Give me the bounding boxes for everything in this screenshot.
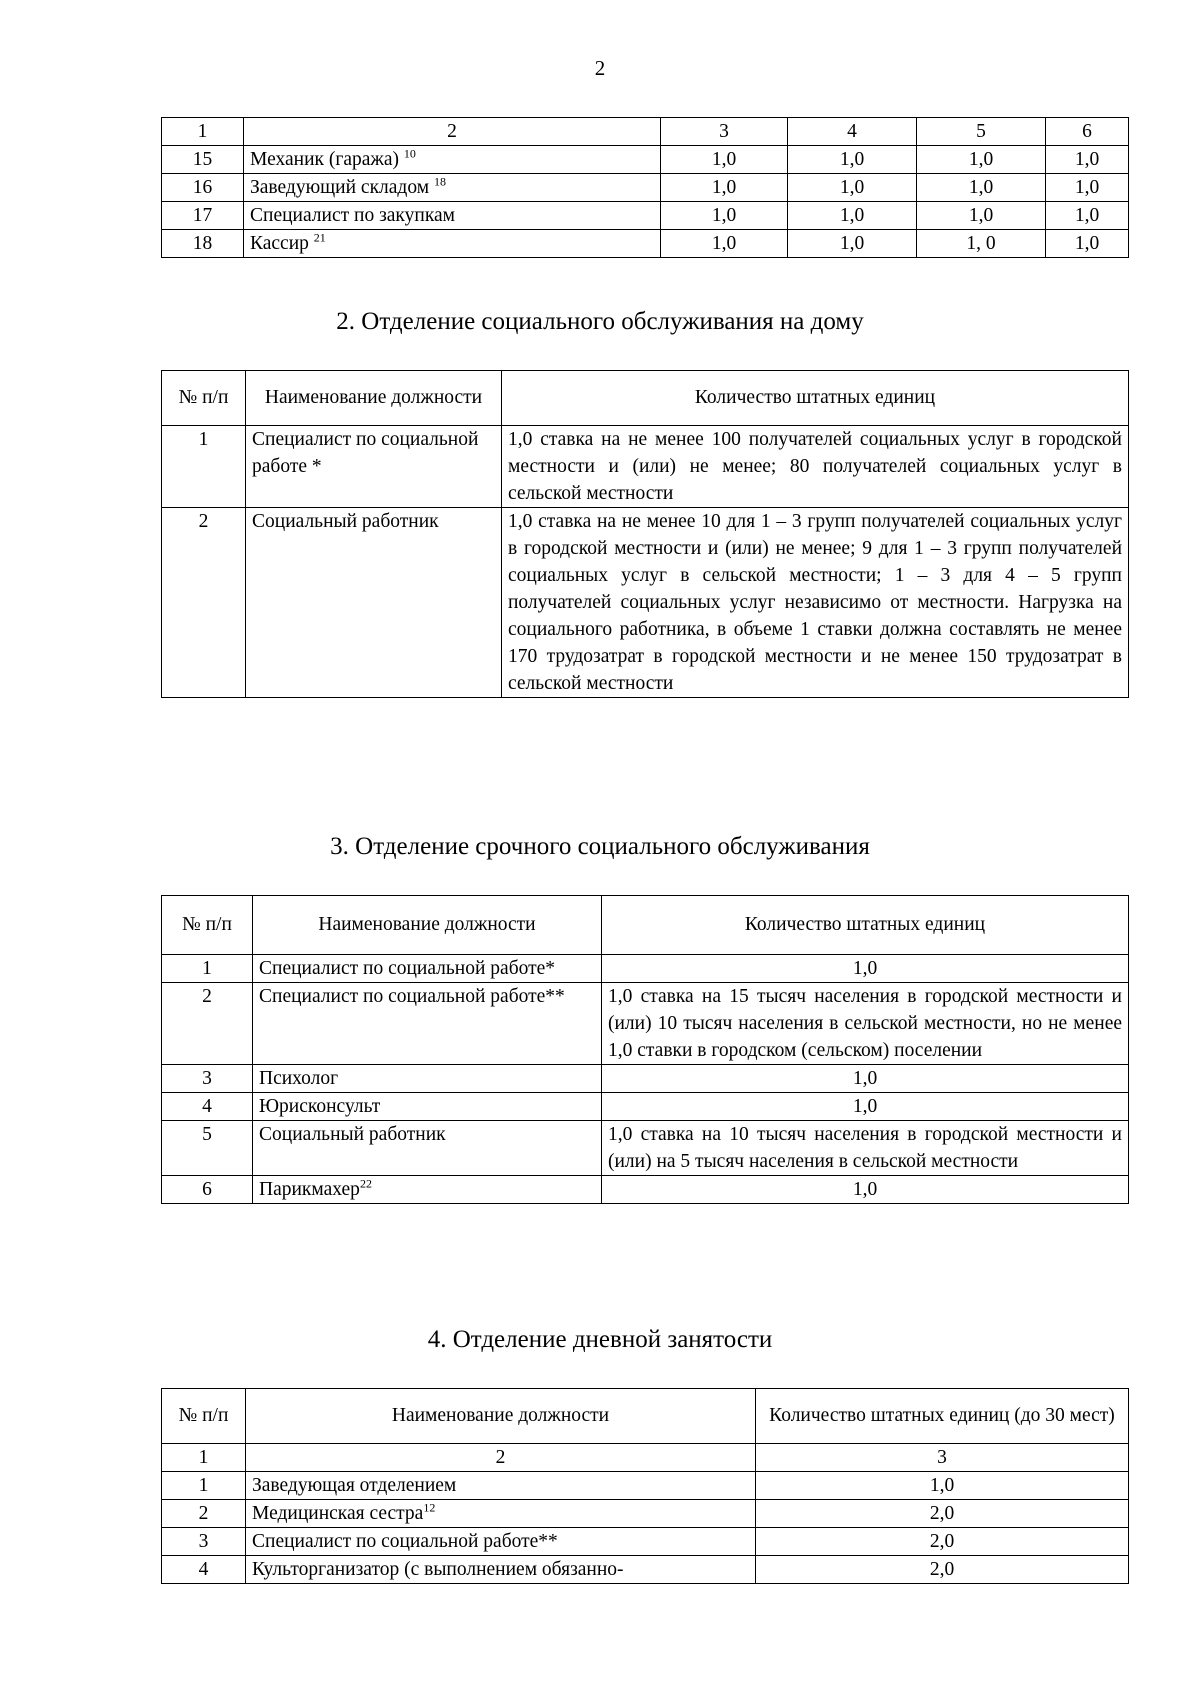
quantity-value: 1,0 [602, 955, 1129, 983]
position-name: Механик (гаража) $^{10}$ [244, 146, 661, 174]
table-row [162, 230, 1129, 258]
cell-value: 1, 0 [917, 230, 1046, 258]
table-row [162, 1065, 1129, 1093]
quantity-text: 1,0 ставка на не менее 10 для 1 – 3 групп получателей социальных услуг в городской местности и (или) не менее; 9 для 1 – 3 групп получателей социальных услуг в сельской местности; 1 – 3 для 4 – 5 групп получателей социальных услуг независимо от местности. Нагрузка на социального работника, в объеме 1 ставки должна составлять не менее 170 трудозатрат в городской местности и не менее 150 трудозатрат в сельской местности [502, 508, 1129, 698]
quantity-value: 1,0 [602, 1065, 1129, 1093]
row-number: 4 [162, 1093, 253, 1121]
table-header-row [162, 371, 1129, 426]
table-header-row [162, 1389, 1129, 1444]
cell-value: 1,0 [661, 230, 788, 258]
footnote-ref: 21 [313, 230, 326, 245]
cell-value: 1,0 [1046, 146, 1129, 174]
footnote-ref: 22 [359, 1176, 372, 1191]
col-number: 5 [917, 118, 1046, 146]
header-quantity: Количество штатных единиц [602, 896, 1129, 955]
column-number-row [162, 118, 1129, 146]
table-row [162, 1500, 1129, 1528]
section-title: 4. Отделение дневной занятости [427, 1326, 773, 1353]
home-service-table [161, 370, 1129, 698]
footnote-ref: 18 [433, 174, 446, 189]
position-name: Специалист по социальной работе** [253, 983, 602, 1065]
header-number: № п/п [162, 371, 246, 426]
row-number: 2 [162, 508, 246, 698]
header-quantity: Количество штатных единиц (до 30 мест) [756, 1389, 1129, 1444]
cell-value: 1,0 [788, 202, 917, 230]
position-name: Специалист по закупкам [244, 202, 661, 230]
quantity-text: 1,0 ставка на не менее 100 получателей социальных услуг в городской местности и (или) не менее; 80 получателей социальных услуг в сельской местности [502, 426, 1129, 508]
row-number: 1 [162, 955, 253, 983]
row-number: 6 [162, 1176, 253, 1204]
quantity-text: 1,0 ставка на 15 тысяч населения в городской местности и (или) 10 тысяч населения в сельской местности, но не менее 1,0 ставки в городском (сельском) поселении [602, 983, 1129, 1065]
table-row [162, 426, 1129, 508]
row-number: 17 [162, 202, 244, 230]
header-quantity: Количество штатных единиц [502, 371, 1129, 426]
col-number: 4 [788, 118, 917, 146]
position-name: Специалист по социальной работе * [246, 426, 502, 508]
row-number: 1 [162, 426, 246, 508]
column-number-row [162, 1444, 1129, 1472]
quantity-value: 2,0 [756, 1556, 1129, 1584]
row-number: 1 [162, 1472, 246, 1500]
cell-value: 1,0 [917, 174, 1046, 202]
cell-value: 1,0 [661, 174, 788, 202]
table-row [162, 1121, 1129, 1176]
quantity-text: 1,0 ставка на 10 тысяч населения в городской местности и (или) на 5 тысяч населения в сельской местности [602, 1121, 1129, 1176]
quantity-value: 2,0 [756, 1528, 1129, 1556]
row-number: 3 [162, 1065, 253, 1093]
table-row [162, 1472, 1129, 1500]
col-number: 3 [661, 118, 788, 146]
row-number: 18 [162, 230, 244, 258]
position-name: Юрисконсульт [253, 1093, 602, 1121]
cell-value: 1,0 [917, 146, 1046, 174]
position-name: Социальный работник [246, 508, 502, 698]
col-number: 3 [756, 1444, 1129, 1472]
position-name: Специалист по социальной работе** [246, 1528, 756, 1556]
cell-value: 1,0 [788, 146, 917, 174]
quantity-value: 1,0 [602, 1176, 1129, 1204]
col-number: 6 [1046, 118, 1129, 146]
row-number: 5 [162, 1121, 253, 1176]
table-row [162, 146, 1129, 174]
table-row [162, 1176, 1129, 1204]
position-name: Парикмахер$^{22}$ [253, 1176, 602, 1204]
section-title: 2. Отделение социального обслуживания на дому [336, 308, 864, 335]
table-header-row [162, 896, 1129, 955]
day-care-table [161, 1388, 1129, 1584]
page-number: 2 [594, 56, 606, 80]
cell-value: 1,0 [788, 174, 917, 202]
position-name: Заведующая отделением [246, 1472, 756, 1500]
cell-value: 1,0 [917, 202, 1046, 230]
position-name: Кассир $^{21}$ [244, 230, 661, 258]
section-title: 3. Отделение срочного социального обслуживания [330, 833, 870, 860]
position-name: Заведующий складом $^{18}$ [244, 174, 661, 202]
header-position: Наименование должности [246, 1389, 756, 1444]
table-row [162, 1528, 1129, 1556]
row-number: 16 [162, 174, 244, 202]
col-number: 1 [162, 1444, 246, 1472]
header-position: Наименование должности [246, 371, 502, 426]
header-number: № п/п [162, 1389, 246, 1444]
quantity-value: 2,0 [756, 1500, 1129, 1528]
row-number: 3 [162, 1528, 246, 1556]
table-row [162, 1093, 1129, 1121]
position-name: Специалист по социальной работе* [253, 955, 602, 983]
staff-table-continued [161, 117, 1129, 258]
row-number: 4 [162, 1556, 246, 1584]
col-number: 2 [246, 1444, 756, 1472]
cell-value: 1,0 [661, 202, 788, 230]
position-name: Социальный работник [253, 1121, 602, 1176]
table-row [162, 174, 1129, 202]
position-name: Медицинская сестра$^{12}$ [246, 1500, 756, 1528]
row-number: 2 [162, 1500, 246, 1528]
header-position: Наименование должности [253, 896, 602, 955]
position-name: Психолог [253, 1065, 602, 1093]
cell-value: 1,0 [1046, 174, 1129, 202]
quantity-value: 1,0 [602, 1093, 1129, 1121]
cell-value: 1,0 [661, 146, 788, 174]
table-row [162, 955, 1129, 983]
table-row [162, 983, 1129, 1065]
row-number: 2 [162, 983, 253, 1065]
footnote-ref: 12 [423, 1500, 436, 1515]
quantity-value: 1,0 [756, 1472, 1129, 1500]
header-number: № п/п [162, 896, 253, 955]
table-row [162, 1556, 1129, 1584]
footnote-ref: 10 [403, 146, 416, 161]
cell-value: 1,0 [1046, 230, 1129, 258]
table-row [162, 508, 1129, 698]
col-number: 1 [162, 118, 244, 146]
cell-value: 1,0 [1046, 202, 1129, 230]
table-row [162, 202, 1129, 230]
col-number: 2 [244, 118, 661, 146]
row-number: 15 [162, 146, 244, 174]
urgent-service-table [161, 895, 1129, 1204]
position-name: Культорганизатор (с выполнением обязанно- [246, 1556, 756, 1584]
cell-value: 1,0 [788, 230, 917, 258]
